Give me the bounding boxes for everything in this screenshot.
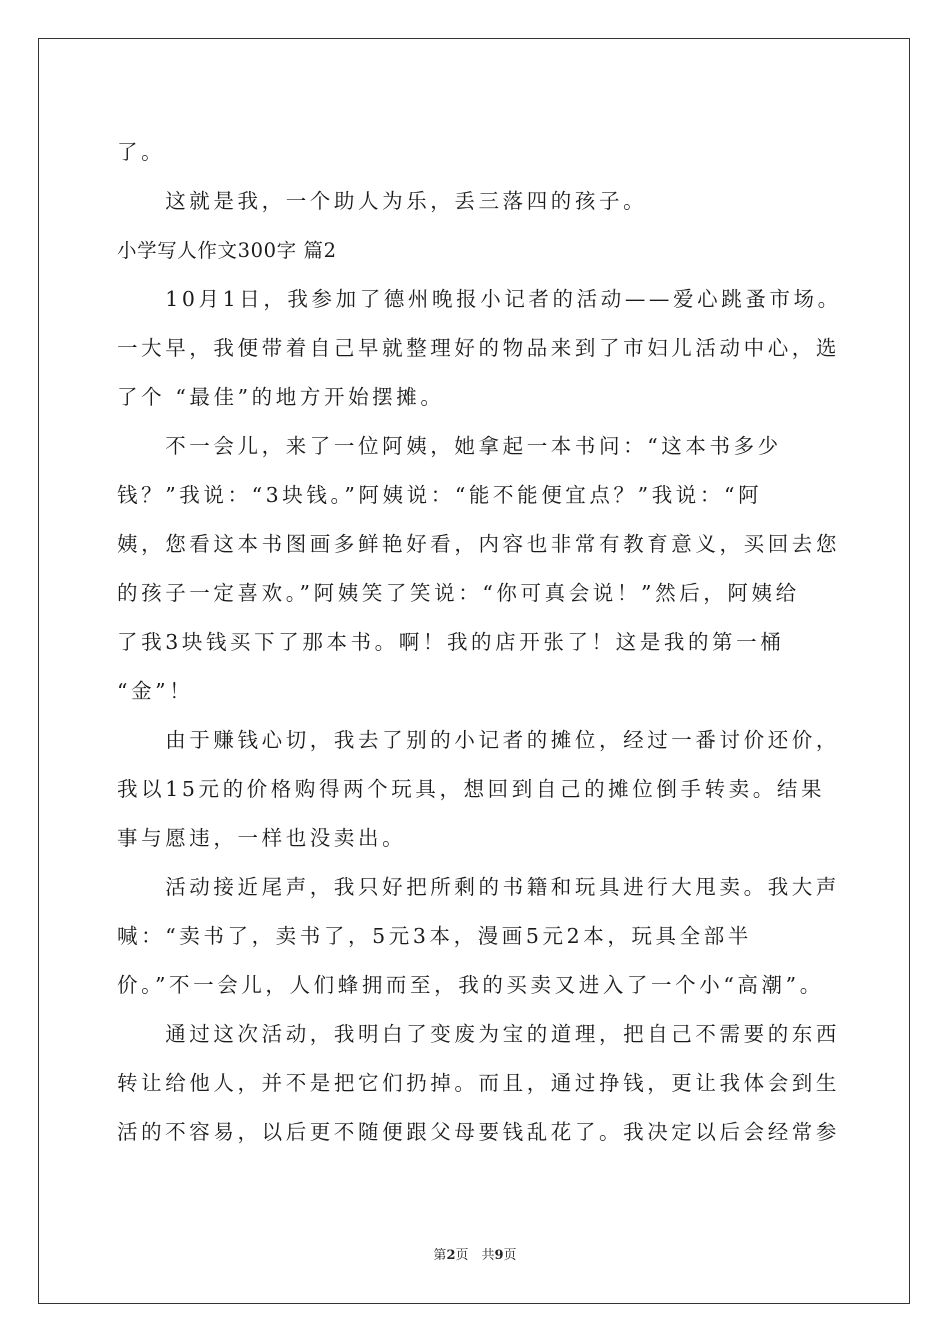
text-line: 转让给他人，并不是把它们扔掉。而且，通过挣钱，更让我体会到生: [117, 1071, 840, 1095]
text-line: 喊：“卖书了，卖书了，5元3本，漫画5元2本，玩具全部半: [117, 924, 752, 948]
footer-prefix: 第: [433, 1248, 447, 1263]
text-line: 不一会儿，来了一位阿姨，她拿起一本书问：“这本书多少: [117, 434, 782, 458]
text-line: 事与愿违，一样也没卖出。: [117, 826, 407, 850]
text-line: 了个 “最佳”的地方开始摆摊。: [117, 385, 445, 409]
text-line: “金”！: [117, 679, 194, 703]
total-page-number: 9: [494, 1248, 504, 1263]
footer-suffix: 页: [503, 1248, 517, 1263]
text-line: 这就是我，一个助人为乐，丢三落四的孩子。: [117, 189, 648, 213]
footer-mid: 页 共: [455, 1248, 495, 1263]
current-page-number: 2: [446, 1248, 456, 1263]
text-line: 我以15元的价格购得两个玩具，想回到自己的摊位倒手转卖。结果: [117, 777, 826, 801]
text-line: 通过这次活动，我明白了变废为宝的道理，把自己不需要的东西: [117, 1022, 840, 1046]
text-line: 活的不容易，以后更不随便跟父母要钱乱花了。我决定以后会经常参: [117, 1120, 840, 1144]
text-line: 了。: [117, 140, 166, 164]
text-line: 10月1日，我参加了德州晚报小记者的活动——爱心跳蚤市场。: [117, 287, 842, 311]
text-line: 价。”不一会儿，人们蜂拥而至，我的买卖又进入了一个小“高潮”。: [117, 973, 824, 997]
text-line: 活动接近尾声，我只好把所剩的书籍和玩具进行大甩卖。我大声: [117, 875, 840, 899]
text-line: 一大早，我便带着自己早就整理好的物品来到了市妇儿活动中心，选: [117, 336, 840, 360]
text-line: 姨，您看这本书图画多鲜艳好看，内容也非常有教育意义，买回去您: [117, 532, 840, 556]
page-footer: [0, 1244, 950, 1263]
document-body: [117, 128, 842, 1157]
text-line: 了我3块钱买下了那本书。啊！我的店开张了！这是我的第一桶: [117, 630, 785, 654]
text-line: 的孩子一定喜欢。”阿姨笑了笑说：“你可真会说！”然后，阿姨给: [117, 581, 800, 605]
text-line: 钱？”我说：“3块钱。”阿姨说：“能不能便宜点？”我说：“阿: [117, 483, 763, 507]
section-heading: 小学写人作文300字 篇2: [117, 239, 337, 262]
text-line: 由于赚钱心切，我去了别的小记者的摊位，经过一番讨价还价，: [117, 728, 840, 752]
